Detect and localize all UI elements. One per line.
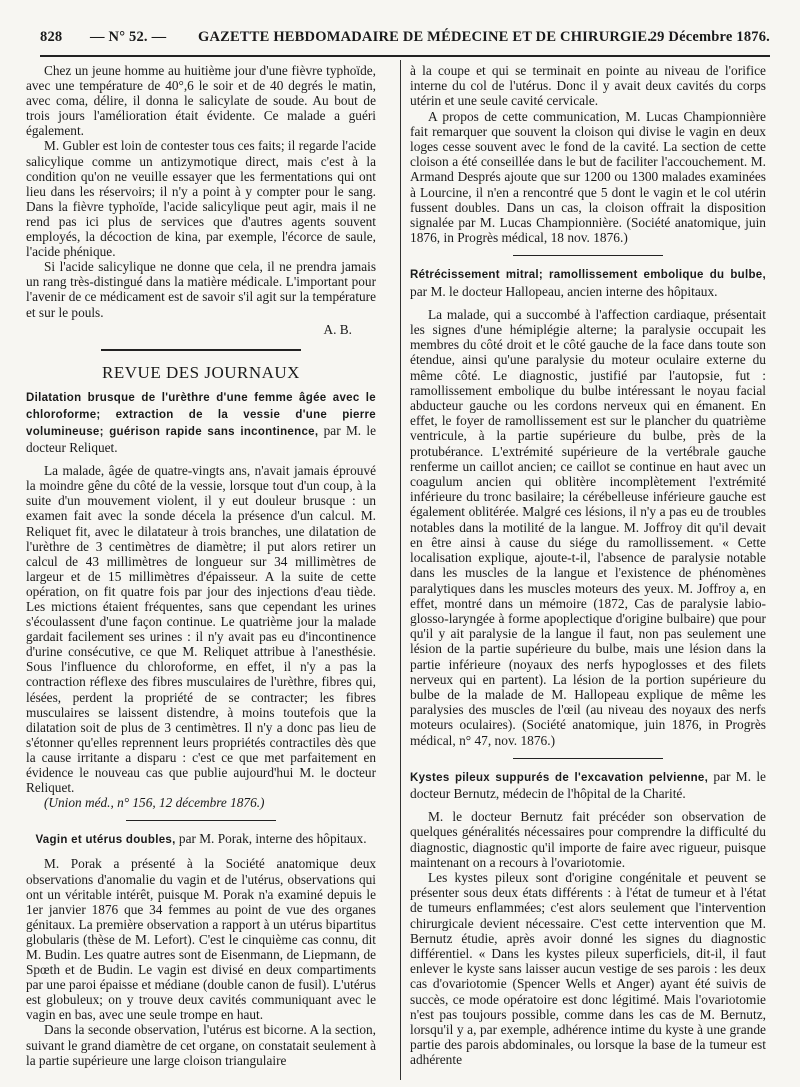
article-author: par M. le docteur Hallopeau, ancien interne des hôpitaux. (410, 283, 718, 299)
article-body: La malade, qui a succombé à l'affection cardiaque, présentait les signes d'une hémiplégie alterne; la paralysie occupait les membres du côté droit et le côté gauche de la face dans toute son étendue, ainsi qu'une paralysie du moteur oculaire externe du même côté. Le diagnostic, justifié par l'autopsie, fut : ramollissement embolique du bulbe intéressant le noyau facial abducteur gauche ou les cordons nerveux qui en émanent. En effet, le foyer de ramollissement est sur le plancher du quatrième ventricule, à la partie supérieure du bulbe, près de la protubérance. L'extrémité supérieure de la vertébrale gauche renferme un caillot ancien; ce caillot se continue en haut avec un coagulum ancien qui oblitère incomplètement l'extrémité inférieure du tronc basilaire; la cérébelleuse inférieure gauche est également oblitérée. Malgré ces lésions, il n'y a pas eu de troubles notables dans la motilité de la langue. M. Joffroy dit qu'il devait en être ainsi à cause du siége du ramollissement. « Cette localisation explique, ajoute-t-il, l'absence de paralysie notable dans les muscles de la langue et l'existence de phénomènes paralytiques dans les muscles moteurs des yeux. M. Joffroy a, en effet, montré dans un mémoire (1872, Cas de paralysie labio-glosso-laryngée à forme apoplectique d'origine bulbaire) que pour qu'il y ait paralysie de la langue il faut, non pas seulement une lésion de la partie supérieure du bulbe, mais une lésion dans la partie inférieure (noyaux des nerfs hypoglosses et des filets nerveux qui en partent). La lésion de la portion supérieure du bulbe de la malade de M. Hallopeau explique de même les paralysies des muscles de l'œil (au niveau des noyaux des nerfs moteurs oculaires). (Société anatomique, juin 1876, in Progrès médical, n° 47, nov. 1876.) (410, 306, 766, 748)
article-heading (26, 389, 376, 455)
article-author: par M. le docteur Reliquet. (26, 422, 376, 456)
paragraph: A propos de cette communication, M. Lucas Championnière fait remarquer que souvent la cloison qui divise le vagin en deux loges cesse souvent avec le fond de la cavité. La section de cette cloison a été conseillée dans le but de faciliter l'accouchement. M. Armand Després ajoute que sur 1200 ou 1300 malades examinées à Lourcine, il n'en a rencontré que 5 dont le vagin et le col utérin fussent doubles. Dans un cas, la cloison offrait la disposition signalée par M. Lucas Championnière. (Société anatomique, juin 1876, in Progrès médical, 18 nov. 1876.) (410, 108, 766, 246)
article-body: La malade, âgée de quatre-vingts ans, n'avait jamais éprouvé la moindre gêne du côté de la vessie, lorsque tout d'un coup, à la suite d'un mouvement violent, il y eut douleur brusque : un examen fait avec la sonde décela la présence d'un calcul. M. Reliquet fit, avec le dilatateur à trois branches, une dilatation de l'urèthre de 3 centimètres de diamètre; il put alors retirer un calcul de 43 millimètres de longueur sur 34 millimètres de largeur et de 15 millimètres d'épaisseur. A la suite de cette opération, on fit quatre fois par jour des injections d'eau tiède. Les mictions étaient fréquentes, sans que cependant les urines s'écoulassent d'une façon continue. Le quatrième jour la malade gardait facilement ses urines : il n'y avait pas eu d'incontinence d'urine consécutive, ce que M. Reliquet attribue à l'anesthésie. Sous l'influence du chloroforme, en effet, il n'y a pas la contraction réflexe des fibres musculaires de l'urèthre, fibres qui, lésées, perdent la propriété de se contracter; les fibres musculaires se laissent distendre, à moins toutefois que la dilatation soit de plus de 3 centimètres. Il n'y a donc pas lieu de s'étonner qu'elles reprennent leurs propriétés contractiles dès que la cause irritante a disparu : c'est ce que met parfaitement en évidence le nouveau cas que publie aujourd'hui M. le docteur Reliquet. (26, 463, 376, 796)
paragraph: à la coupe et qui se terminait en pointe au niveau de l'orifice interne du col de l'utérus. Donc il y avait deux cavités du corps utérin et une seule cavité cervicale. (410, 63, 766, 109)
article-body: M. le docteur Bernutz fait précéder son observation de quelques généralités nécessaires pour comprendre la difficulté du diagnostic, diagnostic qu'il importe de faire avec rigueur, puisque maintenant on a recours à l'ovariotomie. (410, 809, 766, 870)
page-number: 828 (40, 29, 63, 45)
article-body: Dans la seconde observation, l'utérus est bicorne. A la section, suivant le grand diamètre de cet organe, on constatait seulement à la partie supérieure une large cloison triangulaire (26, 1022, 376, 1068)
journal-title: GAZETTE HEBDOMADAIRE DE MÉDECINE ET DE CHIRURGIE. (198, 29, 652, 45)
column-divider (400, 60, 401, 1080)
article-heading (410, 769, 766, 801)
paragraph: Si l'acide salicylique ne donne que cela, il ne prendra jamais un rang très-distingué dans la matière médicale. L'important pour l'avenir de ce médicament est de savoir s'il agit sur la température et sur le pouls. (26, 259, 376, 320)
paragraph: Chez un jeune homme au huitième jour d'une fièvre typhoïde, avec une température de 40°,6 le soir et de 40 degrés le matin, avec coma, délire, il donna le salicylate de soude. Au bout de trois jours l'amélioration était évidente. Ce malade a guéri également. (26, 63, 376, 139)
article-rule (513, 758, 663, 759)
article-author: par M. le docteur Bernutz, médecin de l'hôpital de la Charité. (410, 768, 766, 801)
article-heading (410, 266, 766, 298)
right-column (410, 63, 766, 1068)
article-title: Vagin et utérus doubles, (35, 834, 176, 847)
issue-date: 29 Décembre 1876. (649, 29, 770, 45)
signature: A. B. (323, 321, 352, 337)
paragraph: M. Gubler est loin de contester tous ces faits; il regarde l'acide salicylique comme un antizymotique direct, mais c'est à la condition qu'on ne veuille essayer que les fermentations qui ont lieu dans les réservoirs; il n'y a point à y compter pour le sang. Dans la fièvre typhoïde, l'acide salicylique peut agir, mais il ne rend pas ici plus de services que d'autres agents souvent employés, la décoction de kina, par exemple, l'écorce de saule, l'acide phénique. (26, 138, 376, 260)
article-title: Dilatation brusque de l'urèthre d'une femme âgée avec le chloroforme; extraction de la vessie d'une pierre volumineuse; guérison rapide sans incontinence, (26, 391, 376, 438)
running-header (40, 29, 770, 51)
article-title: Kystes pileux suppurés de l'excavation pelvienne, (410, 771, 709, 784)
section-title: REVUE DES JOURNAUX (102, 362, 300, 382)
article-rule (513, 255, 663, 256)
section-rule (101, 349, 301, 351)
left-column (26, 63, 376, 1068)
article-body: Les kystes pileux sont d'origine congénitale et peuvent se présenter sous deux états différents : à l'état de tumeur et à l'état de tumeurs enflammées; c'est alors seulement que l'intervention chirurgicale devient nécessaire. C'est cette intervention que M. Bernutz étudie, après avoir donné les signes du diagnostic différentiel. « Dans les kystes pileux superficiels, dit-il, il faut enlever le kyste sans laisser aucun vestige de ses parois : les deux cas d'ovariotomie (Spencer Wells et Anger) ayant été suivis de succès, ce mode opératoire est donc légitimé. Mais l'ovariotomie n'est pas toujours possible, comme dans les cas de M. Bernutz, lorsqu'il y a, par exemple, adhérence intime du kyste à une grande partie des parois abdominales, ou lorsque la base de la tumeur est adhérente (410, 869, 766, 1068)
article-author: par M. Porak, interne des hôpitaux. (178, 831, 367, 847)
article-heading (26, 831, 376, 848)
header-rule (40, 55, 770, 57)
article-source: (Union méd., n° 156, 12 décembre 1876.) (44, 795, 265, 811)
article-rule (126, 820, 276, 821)
article-title: Rétrécissement mitral; ramollissement embolique du bulbe, (410, 269, 766, 282)
article-body: M. Porak a présenté à la Société anatomique deux observations d'anomalie du vagin et de l'utérus, observations qui ont un véritable intérêt, puisque M. Porak n'a examiné depuis le 1er janvier 1876 que 34 femmes au point de vue des organes génitaux. La première observation a rapport à un utérus bipartitus globularis (thèse de M. Lefort). C'est le cinquième cas connu, dit M. Budin. Les quatre autres sont de Eisenmann, de Liepmann, de Spœth et de Budin. Le vagin est divisé en deux compartiments par une paroi épaisse et médiane (double canon de fusil). L'utérus est globuleux; on y trouve deux cavités communiquant avec le vagin en bas, avec une seule trompe en haut. (26, 856, 376, 1023)
issue-number: — N° 52. — (90, 29, 167, 45)
